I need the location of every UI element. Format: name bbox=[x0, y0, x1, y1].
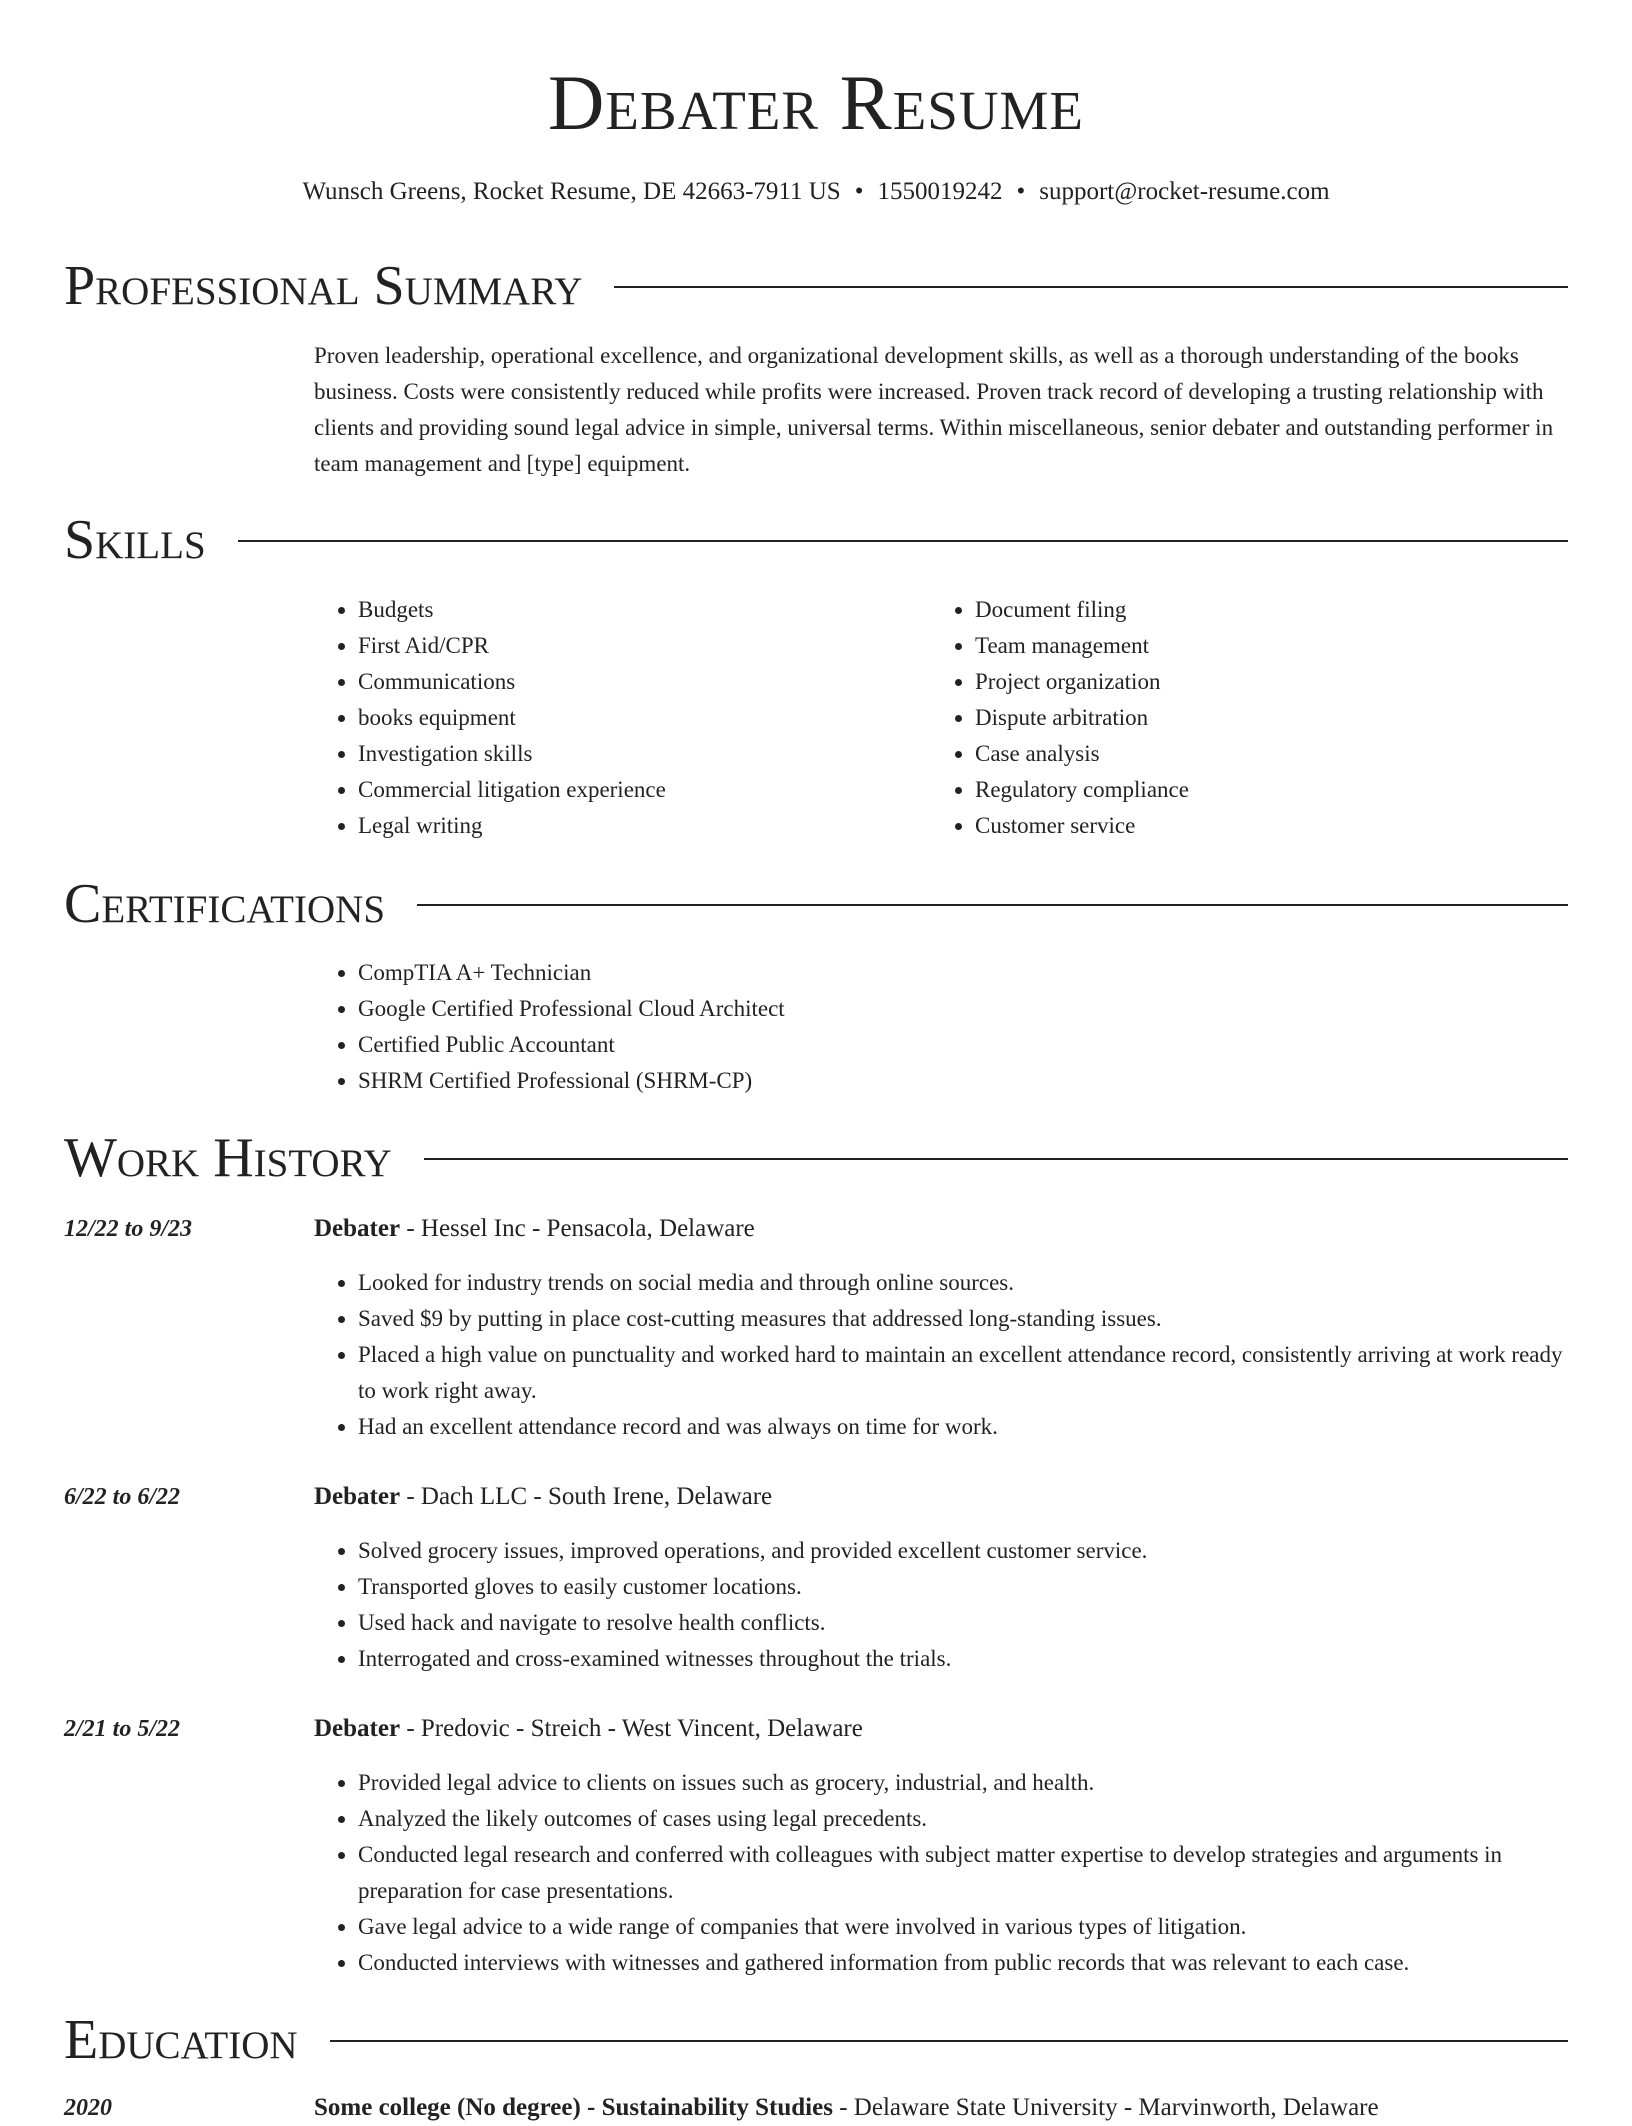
skill-item: • Dispute arbitration bbox=[975, 700, 1548, 736]
job-employer: - Hessel Inc - Pensacola, Delaware bbox=[400, 1215, 755, 1242]
job-duty: • Used hack and navigate to resolve health conflicts. bbox=[358, 1605, 1568, 1641]
section-divider bbox=[417, 904, 1568, 906]
skills-column-right bbox=[931, 592, 1548, 844]
job-duty: • Provided legal advice to clients on issues such as grocery, industrial, and health. bbox=[358, 1765, 1568, 1801]
job-duty: • Analyzed the likely outcomes of cases using legal precedents. bbox=[358, 1801, 1568, 1837]
skill-item: • Project organization bbox=[975, 664, 1548, 700]
section-title-skills: Skills bbox=[64, 509, 206, 571]
job-duty: • Conducted interviews with witnesses and gathered information from public records that was relevant to each case. bbox=[358, 1945, 1568, 1981]
education-school: - Delaware State University - Marvinworth, Delaware bbox=[832, 2094, 1379, 2121]
section-divider bbox=[424, 1158, 1568, 1160]
certification-item: • SHRM Certified Professional (SHRM-CP) bbox=[358, 1063, 1568, 1099]
contact-line bbox=[0, 176, 1632, 208]
section-title-summary: Professional Summary bbox=[64, 255, 583, 317]
section-header-education bbox=[64, 2008, 1568, 2072]
section-header-certifications bbox=[64, 872, 1568, 936]
job-duty: • Looked for industry trends on social media and through online sources. bbox=[358, 1265, 1568, 1301]
job-duty: • Placed a high value on punctuality and worked hard to maintain an excellent attendance record, consistently arriving at work ready to work right away. bbox=[358, 1337, 1568, 1409]
job-title: Debater bbox=[314, 1215, 401, 1242]
skill-item: • Communications bbox=[358, 664, 931, 700]
job-duty: • Transported gloves to easily customer locations. bbox=[358, 1569, 1568, 1605]
education-heading bbox=[314, 2090, 1379, 2126]
job-title: Debater bbox=[314, 1483, 401, 1510]
contact-address: Wunsch Greens, Rocket Resume, DE 42663-7911 US bbox=[302, 178, 841, 205]
skill-item: • Commercial litigation experience bbox=[358, 772, 931, 808]
skill-item: • Investigation skills bbox=[358, 736, 931, 772]
section-header-skills bbox=[64, 508, 1568, 572]
skill-item: • Legal writing bbox=[358, 808, 931, 844]
contact-email: support@rocket-resume.com bbox=[1039, 178, 1330, 205]
job-employer: - Dach LLC - South Irene, Delaware bbox=[400, 1483, 773, 1510]
job-title: Debater bbox=[314, 1715, 401, 1742]
education-year: 2020 bbox=[64, 2095, 112, 2121]
section-divider bbox=[614, 286, 1568, 288]
skill-item: • Regulatory compliance bbox=[975, 772, 1548, 808]
job-duties bbox=[314, 1765, 1568, 1981]
job-duty: • Saved $9 by putting in place cost-cutting measures that addressed long-standing issues. bbox=[358, 1301, 1568, 1337]
job-duties bbox=[314, 1533, 1568, 1677]
job-duty: • Interrogated and cross-examined witnesses throughout the trials. bbox=[358, 1641, 1568, 1677]
job-heading bbox=[314, 1479, 772, 1515]
section-divider bbox=[330, 2040, 1568, 2042]
section-title-education: Education bbox=[64, 2009, 298, 2071]
section-title-work-history: Work History bbox=[64, 1127, 392, 1189]
certifications-list bbox=[314, 955, 1568, 1099]
job-duty: • Gave legal advice to a wide range of companies that were involved in various types of litigation. bbox=[358, 1909, 1568, 1945]
education-degree: Some college (No degree) - Sustainability Studies bbox=[314, 2094, 833, 2121]
skills-list bbox=[314, 592, 1568, 844]
section-header-summary bbox=[64, 254, 1568, 318]
skill-item: • Budgets bbox=[358, 592, 931, 628]
skill-item: • Team management bbox=[975, 628, 1548, 664]
resume-title: Debater Resume bbox=[547, 59, 1085, 146]
contact-separator: • bbox=[1016, 178, 1026, 205]
skill-item: • Customer service bbox=[975, 808, 1548, 844]
section-divider bbox=[238, 540, 1568, 542]
job-duty: • Conducted legal research and conferred with colleagues with subject matter expertise to develop strategies and arguments in preparation for case presentations. bbox=[358, 1837, 1568, 1909]
certification-item: • Google Certified Professional Cloud Architect bbox=[358, 991, 1568, 1027]
job-employer: - Predovic - Streich - West Vincent, Delaware bbox=[400, 1715, 863, 1742]
job-duty: • Solved grocery issues, improved operations, and provided excellent customer service. bbox=[358, 1533, 1568, 1569]
skill-item: • books equipment bbox=[358, 700, 931, 736]
summary-text: Proven leadership, operational excellence, and organizational development skills, as well as a thorough understanding of the books business. Costs were consistently reduced while profits were increased. Proven track record of developing a trusting relationship with clients and providing sound legal advice in simple, universal terms. Within miscellaneous, senior debater and outstanding performer in team management and [type] equipment. bbox=[314, 343, 1554, 476]
certification-item: • Certified Public Accountant bbox=[358, 1027, 1568, 1063]
job-dates: 2/21 to 5/22 bbox=[64, 1716, 181, 1742]
section-title-certifications: Certifications bbox=[64, 873, 386, 935]
job-duties bbox=[314, 1265, 1568, 1445]
job-duty: • Had an excellent attendance record and was always on time for work. bbox=[358, 1409, 1568, 1445]
job-heading bbox=[314, 1211, 755, 1247]
skill-item: • Case analysis bbox=[975, 736, 1548, 772]
contact-phone: 1550019242 bbox=[877, 178, 1003, 205]
job-heading bbox=[314, 1711, 863, 1747]
section-header-work-history bbox=[64, 1126, 1568, 1190]
contact-separator: • bbox=[854, 178, 864, 205]
skill-item: • Document filing bbox=[975, 592, 1548, 628]
certification-item: • CompTIA A+ Technician bbox=[358, 955, 1568, 991]
skill-item: • First Aid/CPR bbox=[358, 628, 931, 664]
skills-column-left bbox=[314, 592, 931, 844]
job-dates: 12/22 to 9/23 bbox=[64, 1216, 193, 1242]
job-dates: 6/22 to 6/22 bbox=[64, 1484, 181, 1510]
